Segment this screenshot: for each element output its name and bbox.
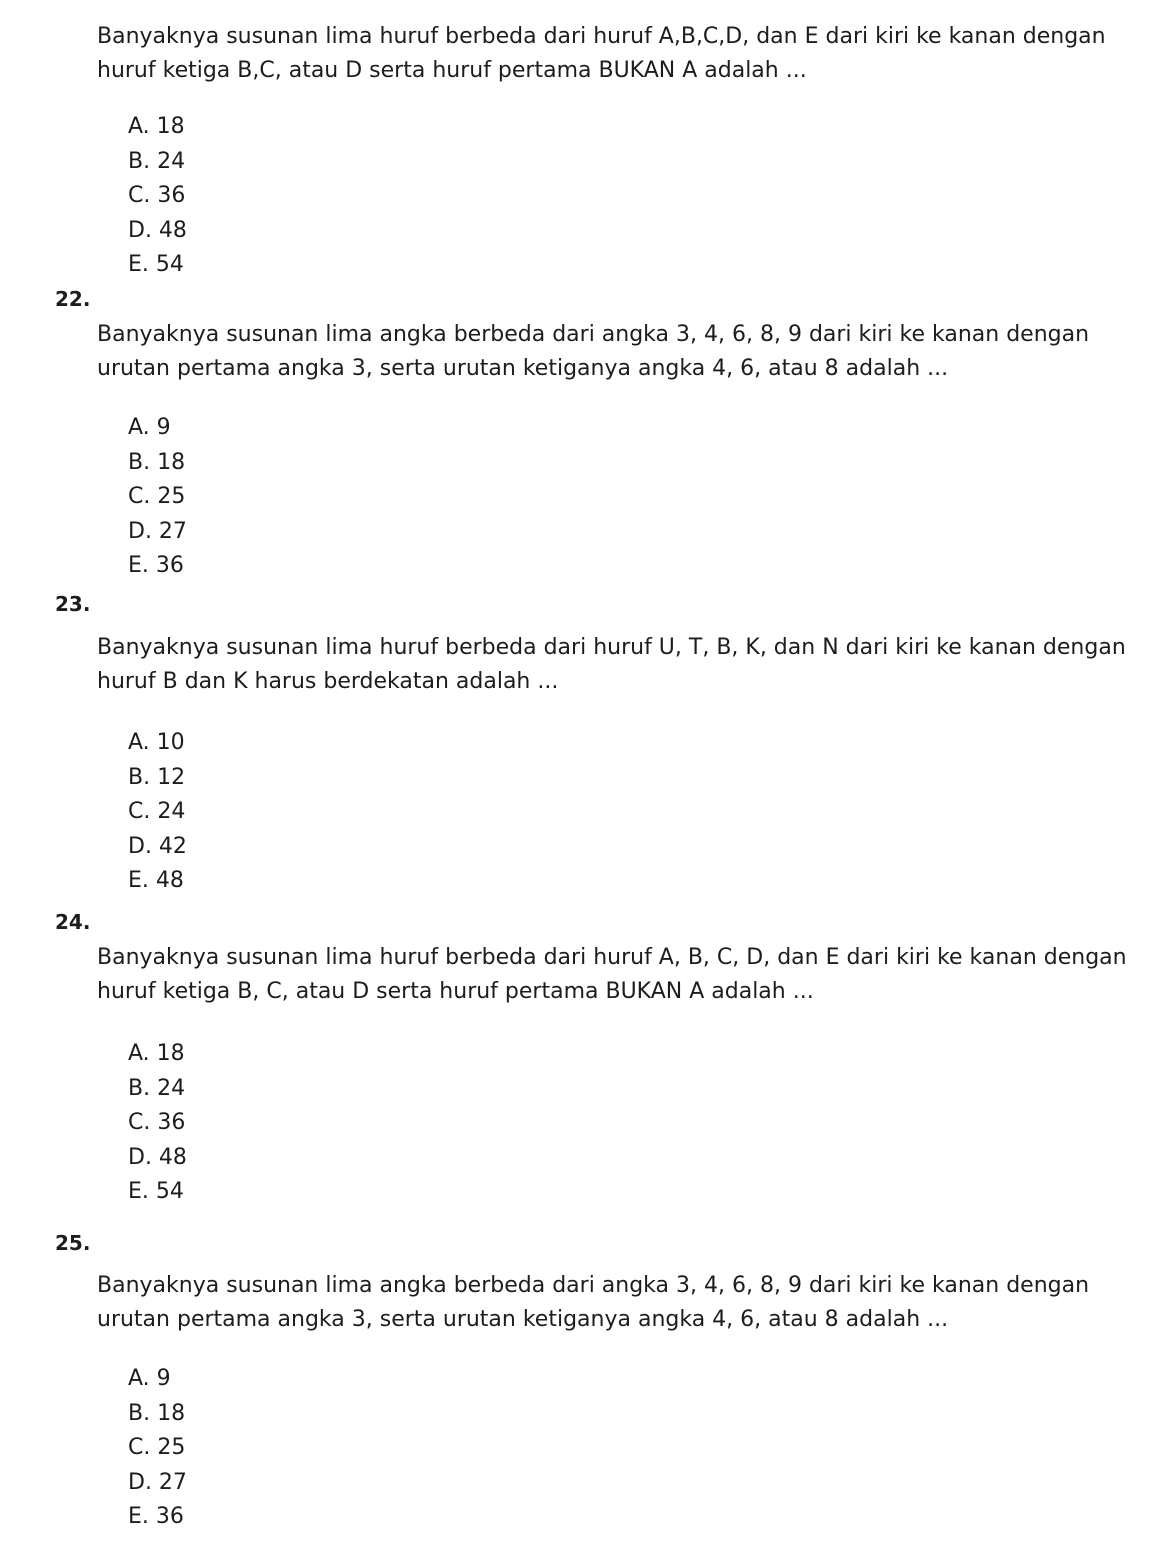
option-a: A. 18 [128, 114, 185, 139]
option-d: D. 42 [128, 833, 187, 859]
option-b: B. 18 [128, 449, 186, 475]
option-d: D. 48 [128, 1144, 187, 1170]
option-d: D. 27 [128, 518, 187, 544]
option-b: B. 12 [128, 764, 186, 790]
option-d: D. 27 [128, 1469, 187, 1495]
option-a: A. 9 [128, 415, 171, 440]
question-number: 22. [55, 287, 91, 311]
option-list [128, 1037, 187, 1210]
option-a: A. 10 [128, 730, 185, 755]
option-list [128, 110, 187, 283]
option-e: E. 36 [128, 1504, 184, 1529]
option-d: D. 48 [128, 217, 187, 243]
option-a: A. 9 [128, 1366, 171, 1391]
question-text: Banyaknya susunan lima huruf berbeda dari huruf A,B,C,D, dan E dari kiri ke kanan dengan huruf ketiga B,C, atau D serta huruf pertama BUKAN A adalah ... [97, 24, 1106, 83]
option-b: B. 24 [128, 148, 186, 174]
option-c: C. 36 [128, 183, 186, 208]
option-c: C. 36 [128, 1110, 186, 1135]
option-a: A. 18 [128, 1041, 185, 1066]
question-number: 23. [55, 592, 91, 616]
option-b: B. 24 [128, 1075, 186, 1101]
option-c: C. 25 [128, 484, 186, 509]
question-number: 25. [55, 1231, 91, 1255]
option-e: E. 48 [128, 868, 184, 893]
option-c: C. 24 [128, 799, 186, 824]
cut-off-text-fragment [55, 1539, 77, 1545]
question-text: Banyaknya susunan lima huruf berbeda dari huruf A, B, C, D, dan E dari kiri ke kanan dengan huruf ketiga B, C, atau D serta huruf pertama BUKAN A adalah ... [97, 945, 1127, 1004]
option-list [128, 1362, 187, 1535]
option-e: E. 54 [128, 252, 184, 277]
question-text: Banyaknya susunan lima huruf berbeda dari huruf U, T, B, K, dan N dari kiri ke kanan dengan huruf B dan K harus berdekatan adalah ... [97, 635, 1126, 694]
option-e: E. 36 [128, 553, 184, 578]
question-text: Banyaknya susunan lima angka berbeda dari angka 3, 4, 6, 8, 9 dari kiri ke kanan dengan urutan pertama angka 3, serta urutan ketiganya angka 4, 6, atau 8 adalah ... [97, 322, 1090, 381]
question-number: 24. [55, 910, 91, 934]
option-list [128, 411, 187, 584]
option-e: E. 54 [128, 1179, 184, 1204]
option-b: B. 18 [128, 1400, 186, 1426]
question-text: Banyaknya susunan lima angka berbeda dari angka 3, 4, 6, 8, 9 dari kiri ke kanan dengan urutan pertama angka 3, serta urutan ketiganya angka 4, 6, atau 8 adalah ... [97, 1273, 1090, 1332]
option-list [128, 726, 187, 899]
option-c: C. 25 [128, 1435, 186, 1460]
